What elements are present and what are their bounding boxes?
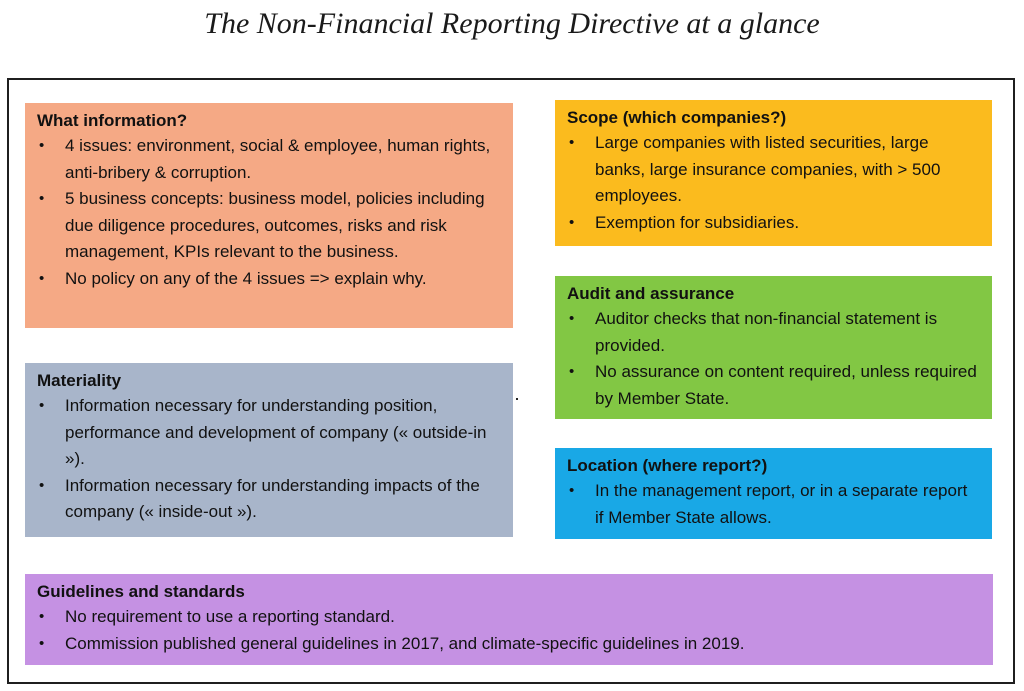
scope-box	[555, 100, 992, 246]
audit-box	[555, 276, 992, 419]
location-heading: Location (where report?)	[567, 456, 768, 475]
list-item: • Commission published general guidelines in 2017, and climate-specific guidelines in 2019.	[37, 631, 981, 658]
scope-heading: Scope (which companies?)	[567, 108, 787, 127]
what-information-list	[37, 133, 501, 292]
what-information-box	[25, 103, 513, 328]
materiality-list	[37, 393, 501, 526]
list-item: • Exemption for subsidiaries.	[567, 210, 980, 237]
list-item: • 5 business concepts: business model, policies including due diligence procedures, outcomes, risks and risk management, KPIs relevant to the business.	[37, 186, 501, 266]
materiality-heading: Materiality	[37, 371, 122, 390]
materiality-box	[25, 363, 513, 537]
stray-dot	[516, 398, 518, 400]
list-item: • In the management report, or in a separate report if Member State allows.	[567, 478, 980, 531]
guidelines-heading: Guidelines and standards	[37, 582, 245, 601]
guidelines-list	[37, 604, 981, 657]
list-item: • 4 issues: environment, social & employee, human rights, anti-bribery & corruption.	[37, 133, 501, 186]
location-box	[555, 448, 992, 539]
what-information-heading: What information?	[37, 111, 188, 130]
list-item: • Information necessary for understanding position, performance and development of company (« outside-in »).	[37, 393, 501, 473]
location-list	[567, 478, 980, 531]
list-item: • No assurance on content required, unless required by Member State.	[567, 359, 980, 412]
scope-list	[567, 130, 980, 236]
list-item: • Information necessary for understanding impacts of the company (« inside-out »).	[37, 473, 501, 526]
page-title: The Non-Financial Reporting Directive at a glance	[204, 7, 820, 40]
list-item: • Auditor checks that non-financial statement is provided.	[567, 306, 980, 359]
guidelines-box	[25, 574, 993, 665]
list-item: • Large companies with listed securities, large banks, large insurance companies, with > 500 employees.	[567, 130, 980, 210]
list-item: • No policy on any of the 4 issues => explain why.	[37, 266, 501, 293]
list-item: • No requirement to use a reporting standard.	[37, 604, 981, 631]
audit-list	[567, 306, 980, 412]
audit-heading: Audit and assurance	[567, 284, 735, 303]
